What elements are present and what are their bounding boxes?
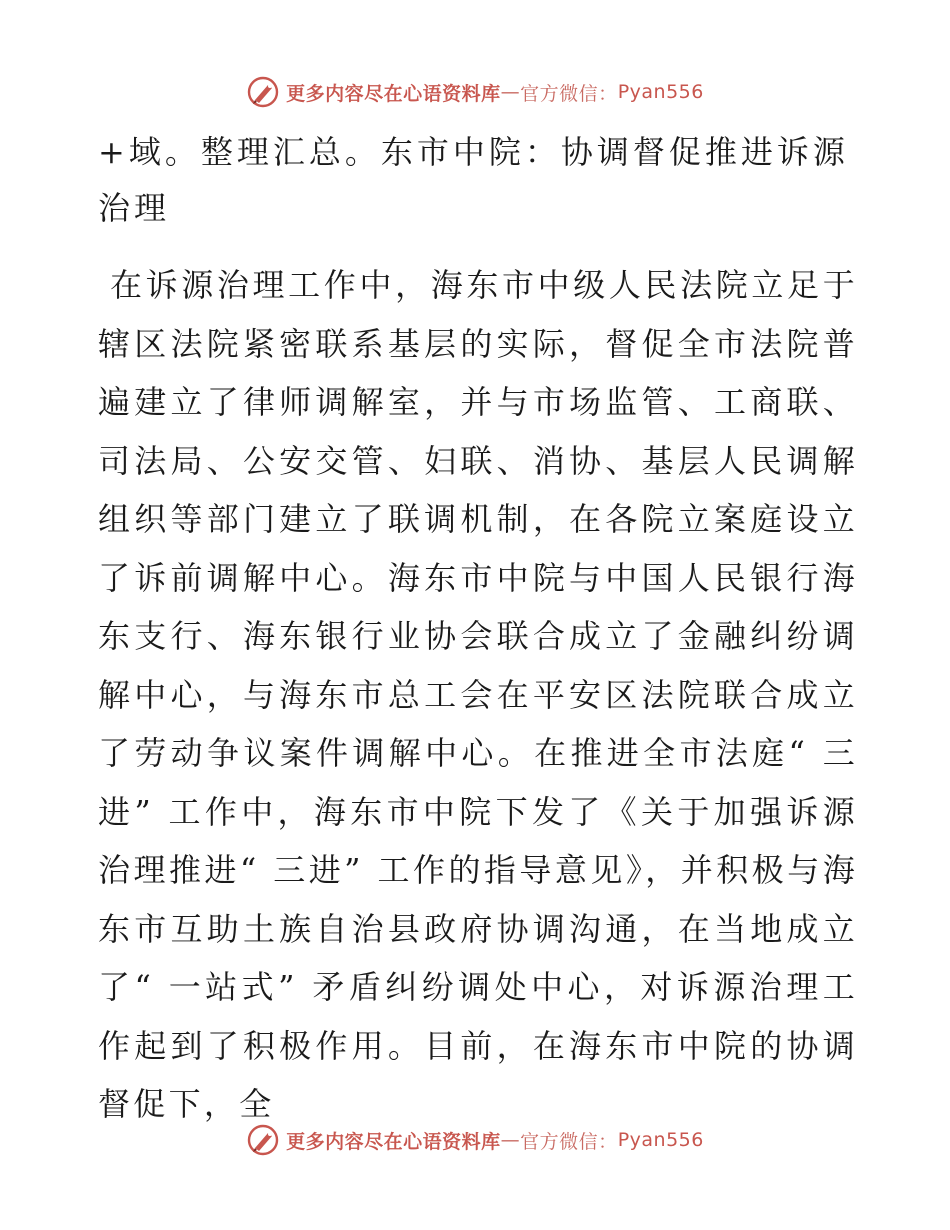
footer-watermark-banner: [0, 1120, 950, 1160]
banner-separator: —: [500, 81, 521, 103]
document-body: [98, 124, 858, 1134]
section-heading: +域。整理汇总。东市中院：协调督促推进诉源治理: [98, 133, 849, 227]
pen-logo-icon: [246, 1123, 280, 1157]
wechat-id: Pyan556: [617, 1129, 704, 1151]
body-paragraph: 在诉源治理工作中，海东市中级人民法院立足于辖区法院紧密联系基层的实际，督促全市法院普遍建立了律师调解室，并与市场监管、工商联、司法局、公安交管、妇联、消协、基层人民调解组织等部门建立了联调机制，在各院立案庭设立了诉前调解中心。海东市中院与中国人民银行海东支行、海东银行业协会联合成立了金融纠纷调解中心，与海东市总工会在平安区法院联合成立了劳动争议案件调解中心。在推进全市法庭“ 三进” 工作中，海东市中院下发了《关于加强诉源治理推进“ 三进” 工作的指导意见》，并积极与海东市互助土族自治县政府协调沟通，在当地成立了“ 一站式” 矛盾纠纷调处中心，对诉源治理工作起到了积极作用。目前，在海东市中院的协调督促下，全: [98, 266, 858, 1123]
header-watermark-banner: [0, 72, 950, 112]
wechat-label: 官方微信：: [520, 82, 618, 105]
pen-logo-icon: [246, 75, 280, 109]
wechat-label: 官方微信：: [520, 1130, 618, 1153]
wechat-id: Pyan556: [617, 81, 704, 103]
brand-text: 更多内容尽在心语资料库: [286, 82, 501, 105]
brand-text: 更多内容尽在心语资料库: [286, 1130, 501, 1153]
banner-separator: —: [500, 1129, 521, 1151]
